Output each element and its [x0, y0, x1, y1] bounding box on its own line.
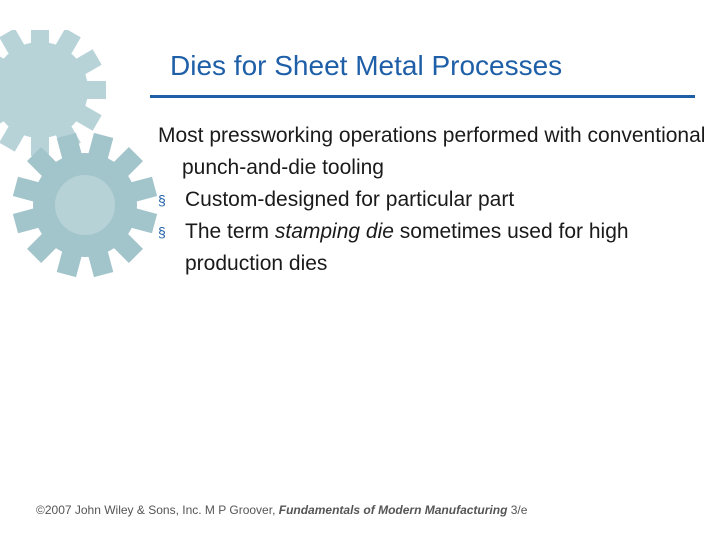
gears-decoration [0, 30, 170, 310]
bullet-text-emphasis: stamping die [274, 220, 394, 243]
slide-body [158, 120, 708, 280]
gear-icon [13, 133, 157, 277]
footer-copyright: ©2007 John Wiley & Sons, Inc. M P Groover, [36, 503, 279, 517]
footer-edition: 3/e [507, 503, 528, 517]
bullet-text: Custom‑designed for particular part [185, 188, 515, 211]
slide-title: Dies for Sheet Metal Processes [170, 50, 563, 81]
lead-paragraph: Most pressworking operations performed with conventional punch‑and‑die tooling [158, 124, 706, 179]
bullet-icon: § [158, 192, 166, 208]
bullet-text-before: The term [185, 220, 275, 243]
gear-icon [0, 30, 106, 156]
bullet-icon: § [158, 224, 166, 240]
bullet-text-after: sometimes used for high production dies [185, 220, 629, 275]
bullet-item [158, 184, 708, 216]
slide-footer [36, 503, 527, 517]
title-underline [150, 95, 695, 98]
footer-book-title: Fundamentals of Modern Manufacturing [278, 503, 508, 517]
bullet-item [158, 216, 708, 280]
